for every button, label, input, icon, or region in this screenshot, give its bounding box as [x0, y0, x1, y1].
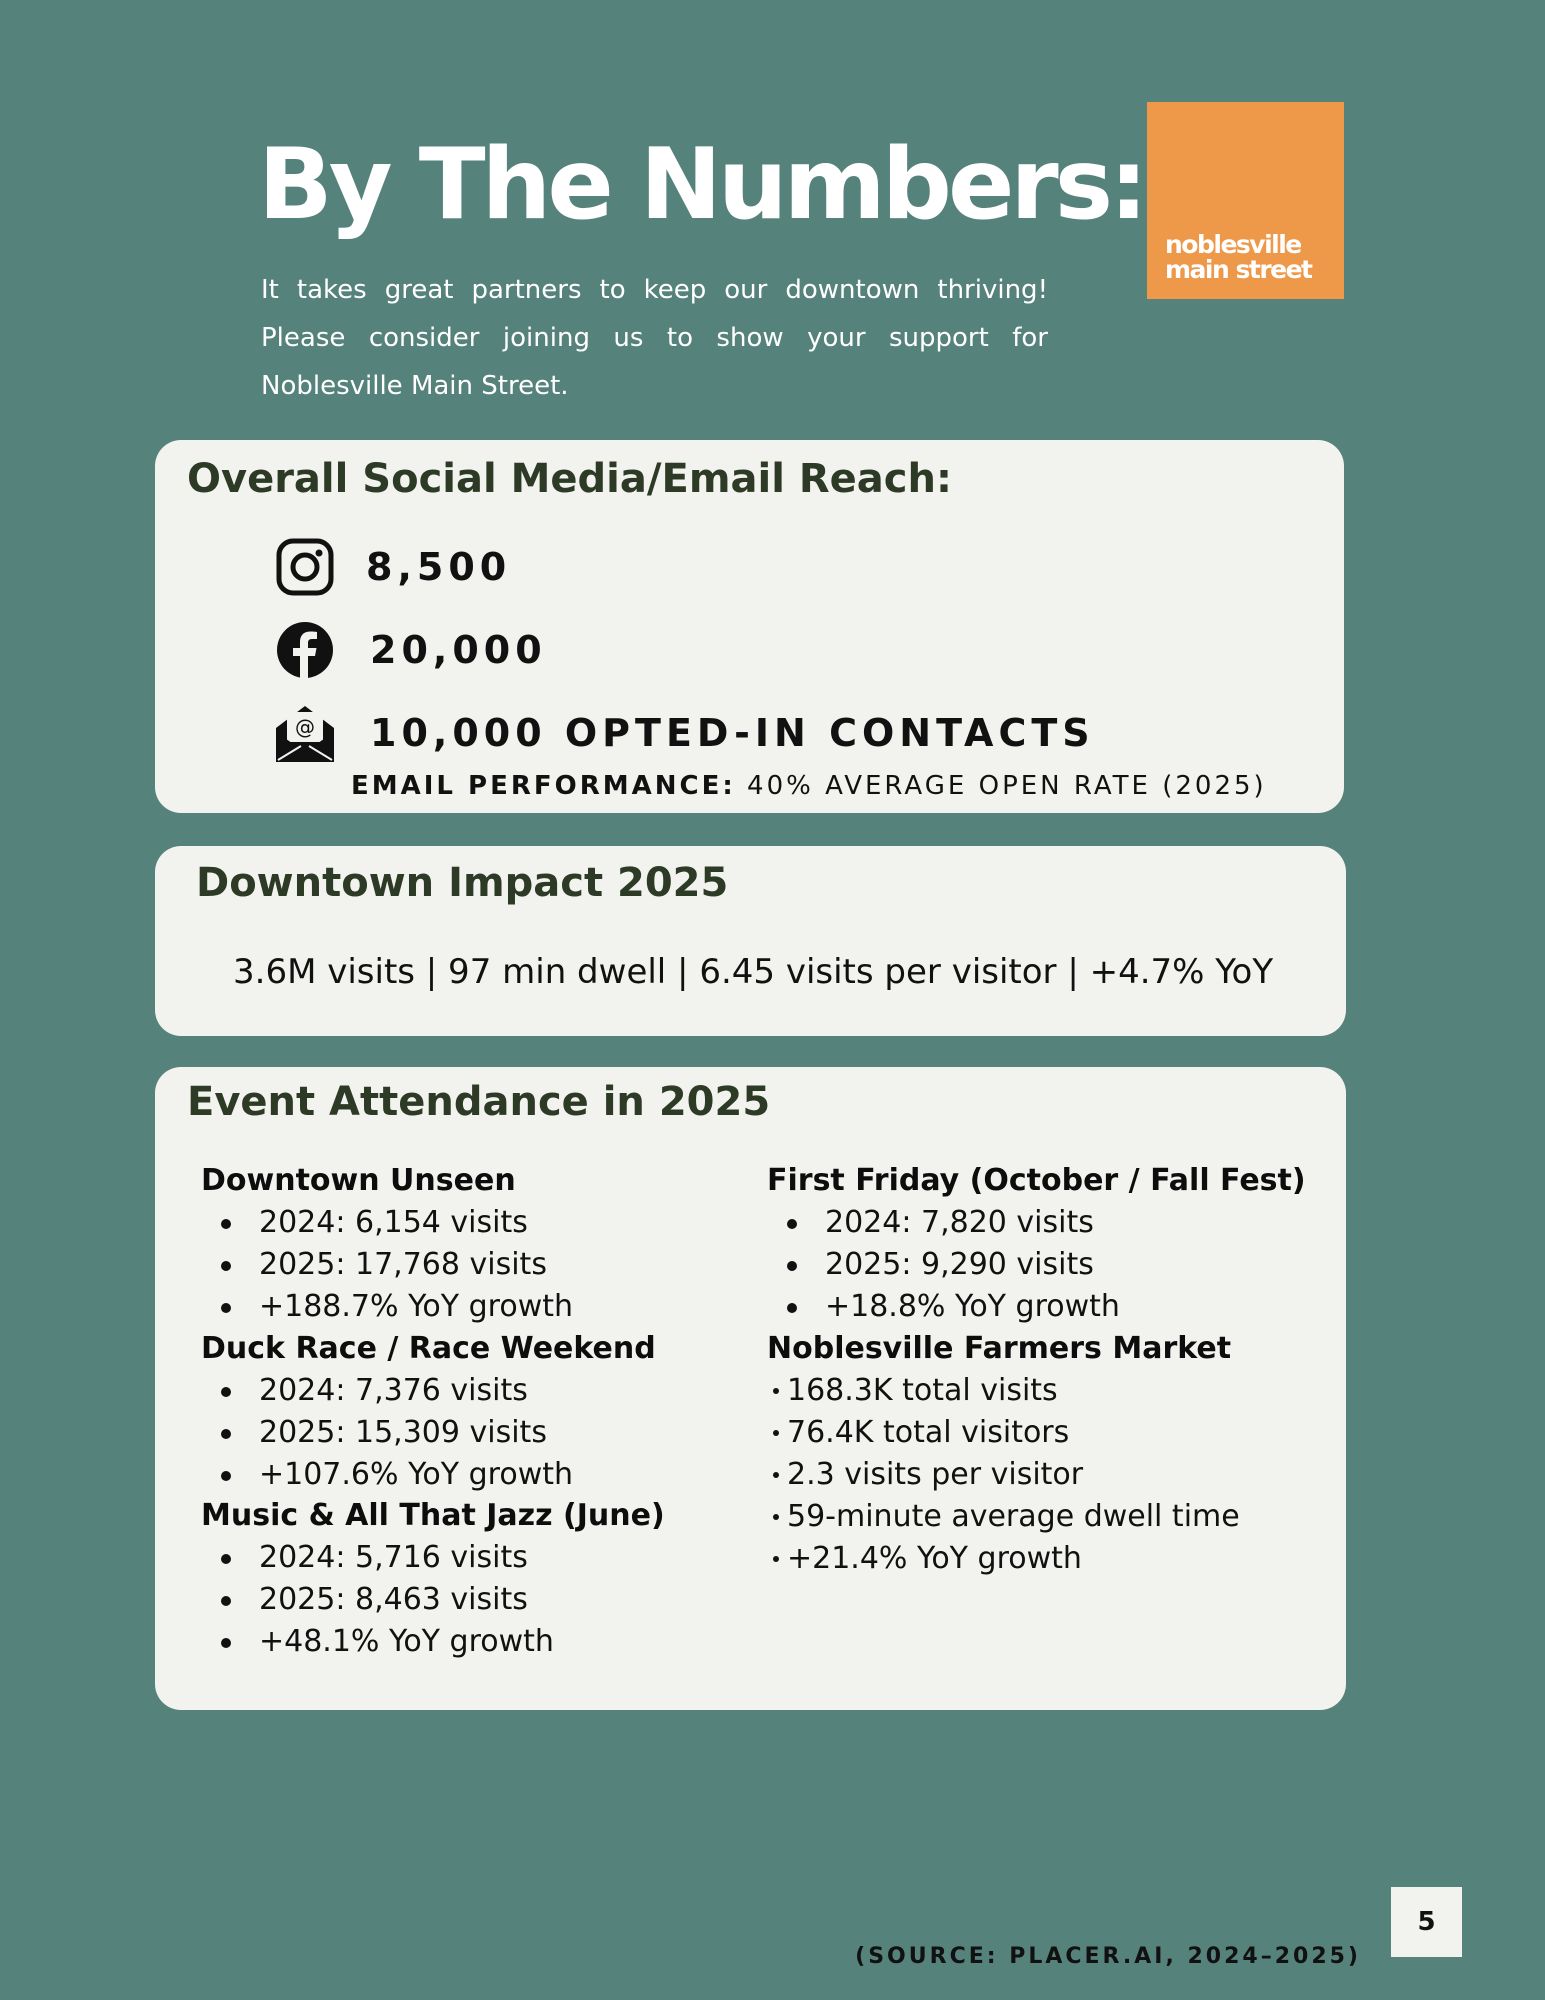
event-attendance-card: [155, 1067, 1346, 1710]
event-stats-list: [201, 1537, 665, 1663]
list-item: 2024: 6,154 visits: [201, 1202, 573, 1244]
email-performance: [351, 771, 1267, 801]
page-number: 5: [1391, 1887, 1462, 1957]
list-item: +18.8% YoY growth: [767, 1286, 1306, 1328]
list-item: 2024: 5,716 visits: [201, 1537, 665, 1579]
email-contacts: 10,000 OPTED-IN CONTACTS: [370, 711, 1095, 755]
email-performance-label: EMAIL PERFORMANCE:: [351, 771, 736, 801]
reach-title: Overall Social Media/Email Reach:: [187, 456, 952, 502]
logo-line-2: main street: [1165, 255, 1312, 284]
social-reach-card: [155, 440, 1344, 813]
list-item: 2025: 9,290 visits: [767, 1244, 1306, 1286]
intro-text: It takes great partners to keep our downtown thriving! Please consider joining us to show your support for Noblesville Main Street.: [261, 275, 1048, 401]
event-farmers-market: [767, 1328, 1240, 1580]
svg-text:@: @: [295, 715, 315, 739]
list-item: +107.6% YoY growth: [201, 1454, 656, 1496]
list-item: 2024: 7,376 visits: [201, 1370, 656, 1412]
facebook-icon: [274, 619, 336, 681]
instagram-count: 8,500: [366, 545, 512, 589]
list-item: 168.3K total visits: [767, 1370, 1240, 1412]
email-performance-value: 40% AVERAGE OPEN RATE (2025): [747, 771, 1267, 801]
reach-row-email: [274, 702, 1095, 764]
events-title: Event Attendance in 2025: [187, 1079, 771, 1125]
event-duck-race: [201, 1328, 656, 1496]
list-item: 2.3 visits per visitor: [767, 1454, 1240, 1496]
list-item: 2025: 15,309 visits: [201, 1412, 656, 1454]
list-item: 2025: 17,768 visits: [201, 1244, 573, 1286]
event-name: Downtown Unseen: [201, 1163, 516, 1198]
downtown-impact-card: [155, 846, 1346, 1036]
impact-title: Downtown Impact 2025: [196, 860, 729, 906]
reach-row-facebook: [274, 619, 547, 681]
list-item: 2025: 8,463 visits: [201, 1579, 665, 1621]
event-downtown-unseen: [201, 1160, 573, 1328]
list-item: +48.1% YoY growth: [201, 1621, 665, 1663]
event-stats-list: [767, 1370, 1240, 1580]
source-note: (SOURCE: PLACER.AI, 2024–2025): [855, 1944, 1361, 1969]
logo-line-1: noblesville: [1165, 230, 1301, 259]
page-title: By The Numbers:: [258, 128, 1145, 242]
reach-row-instagram: [274, 536, 511, 598]
instagram-icon: [274, 536, 336, 598]
event-name: Duck Race / Race Weekend: [201, 1331, 656, 1366]
event-stats-list: [201, 1370, 656, 1496]
list-item: 59-minute average dwell time: [767, 1496, 1240, 1538]
event-name: Music & All That Jazz (June): [201, 1498, 665, 1533]
event-music-jazz: [201, 1495, 665, 1663]
impact-stats: 3.6M visits | 97 min dwell | 6.45 visits per visitor | +4.7% YoY: [233, 952, 1274, 992]
list-item: 76.4K total visitors: [767, 1412, 1240, 1454]
list-item: +188.7% YoY growth: [201, 1286, 573, 1328]
event-name: First Friday (October / Fall Fest): [767, 1163, 1306, 1198]
event-stats-list: [201, 1202, 573, 1328]
facebook-count: 20,000: [370, 628, 547, 672]
event-name: Noblesville Farmers Market: [767, 1331, 1232, 1366]
list-item: 2024: 7,820 visits: [767, 1202, 1306, 1244]
event-stats-list: [767, 1202, 1306, 1328]
email-icon: [274, 702, 336, 764]
event-first-friday: [767, 1160, 1306, 1328]
noblesville-main-street-logo: [1147, 102, 1344, 299]
list-item: +21.4% YoY growth: [767, 1538, 1240, 1580]
